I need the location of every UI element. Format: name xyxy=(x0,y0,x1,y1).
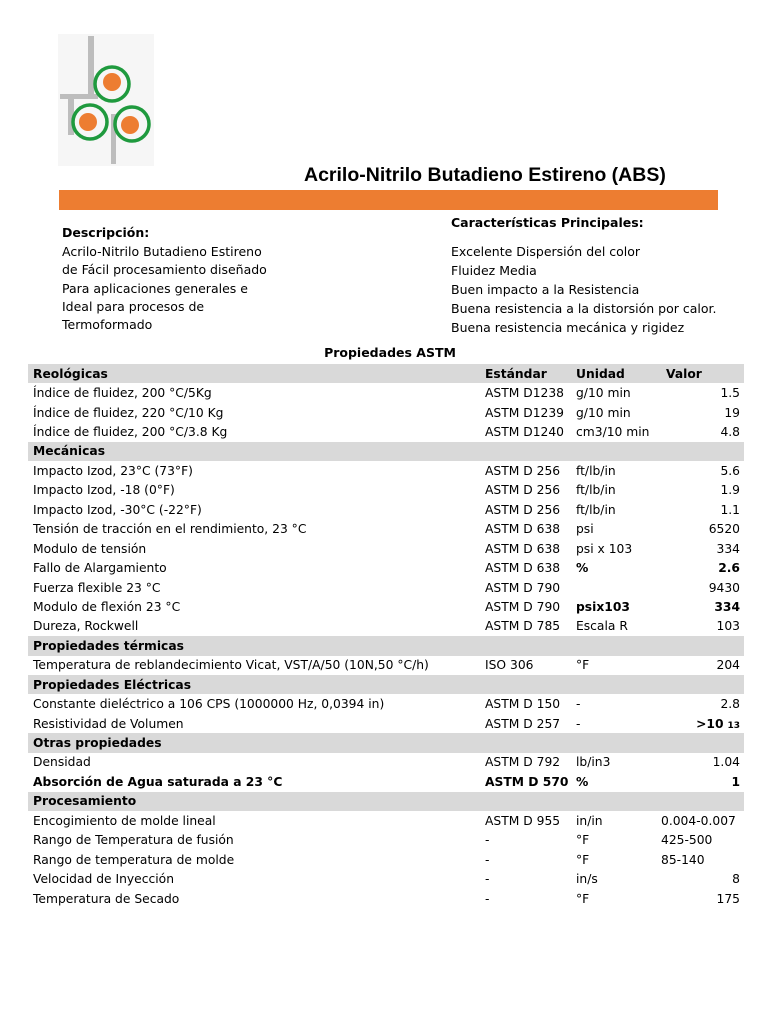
value-cell xyxy=(656,597,744,616)
table-row xyxy=(28,831,744,850)
value-cell: 204 xyxy=(716,658,740,673)
table-row xyxy=(28,558,744,577)
unit-cell: % xyxy=(576,774,589,789)
value-cell: 5.6 xyxy=(720,463,740,478)
standard-cell: ASTM D 150 xyxy=(485,697,561,712)
description-line: Ideal para procesos de xyxy=(62,298,205,314)
unit-cell-text: % xyxy=(576,561,589,576)
standard-cell: ASTM D 256 xyxy=(485,463,561,478)
table-row xyxy=(28,869,744,888)
property-cell: Dureza, Rockwell xyxy=(33,619,139,634)
table-row xyxy=(28,694,744,713)
table-row xyxy=(28,578,744,597)
table-row xyxy=(28,520,744,539)
standard-cell: ASTM D 638 xyxy=(485,561,561,576)
section-label: Mecánicas xyxy=(28,442,744,461)
header-value: Valor xyxy=(656,364,744,383)
features-heading: Características Principales: xyxy=(451,215,644,230)
property-cell: Temperatura de Secado xyxy=(33,891,180,906)
table-row xyxy=(28,539,744,558)
property-cell: Índice de fluidez, 220 °C/10 Kg xyxy=(33,405,224,420)
value-cell xyxy=(656,714,744,733)
standard-cell: ASTM D 792 xyxy=(485,755,561,770)
value-cell: 1.04 xyxy=(712,755,740,770)
description-heading: Descripción: xyxy=(62,225,150,240)
value-cell: 425-500 xyxy=(661,833,713,848)
unit-cell: lb/in3 xyxy=(576,755,611,770)
section-row xyxy=(28,792,744,811)
standard-cell: ISO 306 xyxy=(485,658,534,673)
standard-cell: ASTM D 790 xyxy=(485,580,561,595)
table-row xyxy=(28,811,744,830)
table-row xyxy=(28,383,744,402)
standard-cell: ASTM D1240 xyxy=(485,425,565,440)
unit-cell-text: psix103 xyxy=(576,599,630,614)
value-exponent: 13 xyxy=(727,720,740,731)
table-row xyxy=(28,422,744,441)
unit-cell: - xyxy=(576,716,581,731)
standard-cell: ASTM D 955 xyxy=(485,813,561,828)
section-label: Procesamiento xyxy=(28,792,744,811)
unit-cell xyxy=(571,578,656,597)
unit-cell: ft/lb/in xyxy=(576,502,616,517)
header-standard: Estándar xyxy=(480,364,571,383)
value-cell: 1.5 xyxy=(720,386,740,401)
unit-cell: in/in xyxy=(576,813,603,828)
table-row xyxy=(28,403,744,422)
value-cell: 9430 xyxy=(708,580,740,595)
unit-cell: in/s xyxy=(576,872,598,887)
value-cell: 1.1 xyxy=(720,502,740,517)
value-cell: 85-140 xyxy=(661,852,705,867)
table-row xyxy=(28,656,744,675)
property-cell: Modulo de tensión xyxy=(33,541,147,556)
property-cell: Constante dieléctrico a 106 CPS (1000000 Hz, 0,0394 in) xyxy=(33,697,385,712)
section-label: Propiedades Eléctricas xyxy=(28,675,744,694)
unit-cell: - xyxy=(576,697,581,712)
property-cell: Tensión de tracción en el rendimiento, 23 °C xyxy=(33,522,307,537)
value-cell: 1.9 xyxy=(720,483,740,498)
standard-cell: ASTM D1238 xyxy=(485,386,565,401)
value-cell-text: 2.6 xyxy=(718,561,740,576)
standard-cell: - xyxy=(485,833,490,848)
value-cell: 175 xyxy=(716,891,740,906)
property-cell: Temperatura de reblandecimiento Vicat, VST/A/50 (10N,50 °C/h) xyxy=(33,658,429,673)
unit-cell: ft/lb/in xyxy=(576,463,616,478)
document-title: Acrilo-Nitrilo Butadieno Estireno (ABS) xyxy=(304,164,666,186)
standard-cell: ASTM D 638 xyxy=(485,541,561,556)
feature-item: Buena resistencia mecánica y rigidez xyxy=(451,319,685,335)
value-cell: 1 xyxy=(731,774,740,789)
property-cell: Resistividad de Volumen xyxy=(33,716,184,731)
value-cell: 4.8 xyxy=(720,425,740,440)
table-row xyxy=(28,597,744,616)
property-cell: Fallo de Alargamiento xyxy=(33,561,167,576)
value-cell-text: >10 xyxy=(696,716,724,731)
table-row xyxy=(28,714,744,733)
property-cell: Velocidad de Inyección xyxy=(33,872,174,887)
feature-item: Buen impacto a la Resistencia xyxy=(451,281,640,297)
description-line: Termoformado xyxy=(62,317,153,333)
value-cell xyxy=(656,558,744,577)
property-cell: Absorción de Agua saturada a 23 °C xyxy=(33,774,283,789)
section-label: Otras propiedades xyxy=(28,733,744,752)
properties-title: Propiedades ASTM xyxy=(324,345,456,360)
section-row xyxy=(28,636,744,655)
standard-cell: - xyxy=(485,891,490,906)
table-row xyxy=(28,500,744,519)
standard-cell: ASTM D 638 xyxy=(485,522,561,537)
standard-cell: ASTM D 256 xyxy=(485,483,561,498)
property-cell: Impacto Izod, -30°C (-22°F) xyxy=(33,502,202,517)
header-unit: Unidad xyxy=(571,364,656,383)
table-row xyxy=(28,617,744,636)
section-row xyxy=(28,675,744,694)
property-cell: Densidad xyxy=(33,755,91,770)
unit-cell: Escala R xyxy=(576,619,628,634)
value-cell: 0.004-0.007 xyxy=(661,813,736,828)
standard-cell: ASTM D 570 xyxy=(485,774,569,789)
unit-cell: °F xyxy=(576,852,590,867)
tbp-logo-icon xyxy=(58,34,154,166)
section-label: Reológicas xyxy=(28,364,480,383)
standard-cell: - xyxy=(485,852,490,867)
unit-cell: °F xyxy=(576,658,590,673)
standard-cell: ASTM D 256 xyxy=(485,502,561,517)
standard-cell: ASTM D 257 xyxy=(485,716,561,731)
property-cell: Índice de fluidez, 200 °C/3.8 Kg xyxy=(33,425,228,440)
table-row xyxy=(28,753,744,772)
feature-item: Excelente Dispersión del color xyxy=(451,243,641,259)
unit-cell: °F xyxy=(576,891,590,906)
description-line: Para aplicaciones generales e xyxy=(62,280,248,296)
property-cell: Fuerza flexible 23 °C xyxy=(33,580,161,595)
property-cell: Impacto Izod, -18 (0°F) xyxy=(33,483,175,498)
unit-cell: ft/lb/in xyxy=(576,483,616,498)
description-block xyxy=(62,224,267,334)
feature-item: Fluidez Media xyxy=(451,262,537,278)
properties-table xyxy=(28,364,744,908)
unit-cell xyxy=(571,558,656,577)
section-label: Propiedades térmicas xyxy=(28,636,744,655)
features-block xyxy=(451,214,716,337)
feature-item: Buena resistencia a la distorsión por calor. xyxy=(451,300,717,316)
table-row xyxy=(28,889,744,908)
standard-cell: ASTM D1239 xyxy=(485,405,565,420)
standard-cell: ASTM D 790 xyxy=(485,599,561,614)
orange-divider xyxy=(59,190,718,210)
section-row xyxy=(28,733,744,752)
property-cell: Rango de Temperatura de fusión xyxy=(33,833,234,848)
unit-cell: °F xyxy=(576,833,590,848)
value-cell: 6520 xyxy=(708,522,740,537)
value-cell: 2.8 xyxy=(720,697,740,712)
property-cell: Índice de fluidez, 200 °C/5Kg xyxy=(33,386,212,401)
table-header-row xyxy=(28,364,744,383)
table-row xyxy=(28,850,744,869)
unit-cell: cm3/10 min xyxy=(576,425,650,440)
value-cell: 19 xyxy=(724,405,740,420)
unit-cell: g/10 min xyxy=(576,386,631,401)
table-row xyxy=(28,461,744,480)
description-line: de Fácil procesamiento diseñado xyxy=(62,262,267,278)
standard-cell: ASTM D 785 xyxy=(485,619,561,634)
unit-cell: g/10 min xyxy=(576,405,631,420)
property-cell: Encogimiento de molde lineal xyxy=(33,813,216,828)
property-cell: Modulo de flexión 23 °C xyxy=(33,599,181,614)
value-cell: 334 xyxy=(716,541,740,556)
value-cell-text: 334 xyxy=(714,599,740,614)
section-row xyxy=(28,442,744,461)
unit-cell: psi xyxy=(576,522,594,537)
table-row xyxy=(28,481,744,500)
table-row xyxy=(28,772,744,791)
unit-cell xyxy=(571,597,656,616)
property-cell: Impacto Izod, 23°C (73°F) xyxy=(33,463,193,478)
value-cell: 8 xyxy=(732,872,740,887)
unit-cell: psi x 103 xyxy=(576,541,633,556)
property-cell: Rango de temperatura de molde xyxy=(33,852,235,867)
description-line: Acrilo-Nitrilo Butadieno Estireno xyxy=(62,244,262,260)
value-cell: 103 xyxy=(716,619,740,634)
standard-cell: - xyxy=(485,872,490,887)
